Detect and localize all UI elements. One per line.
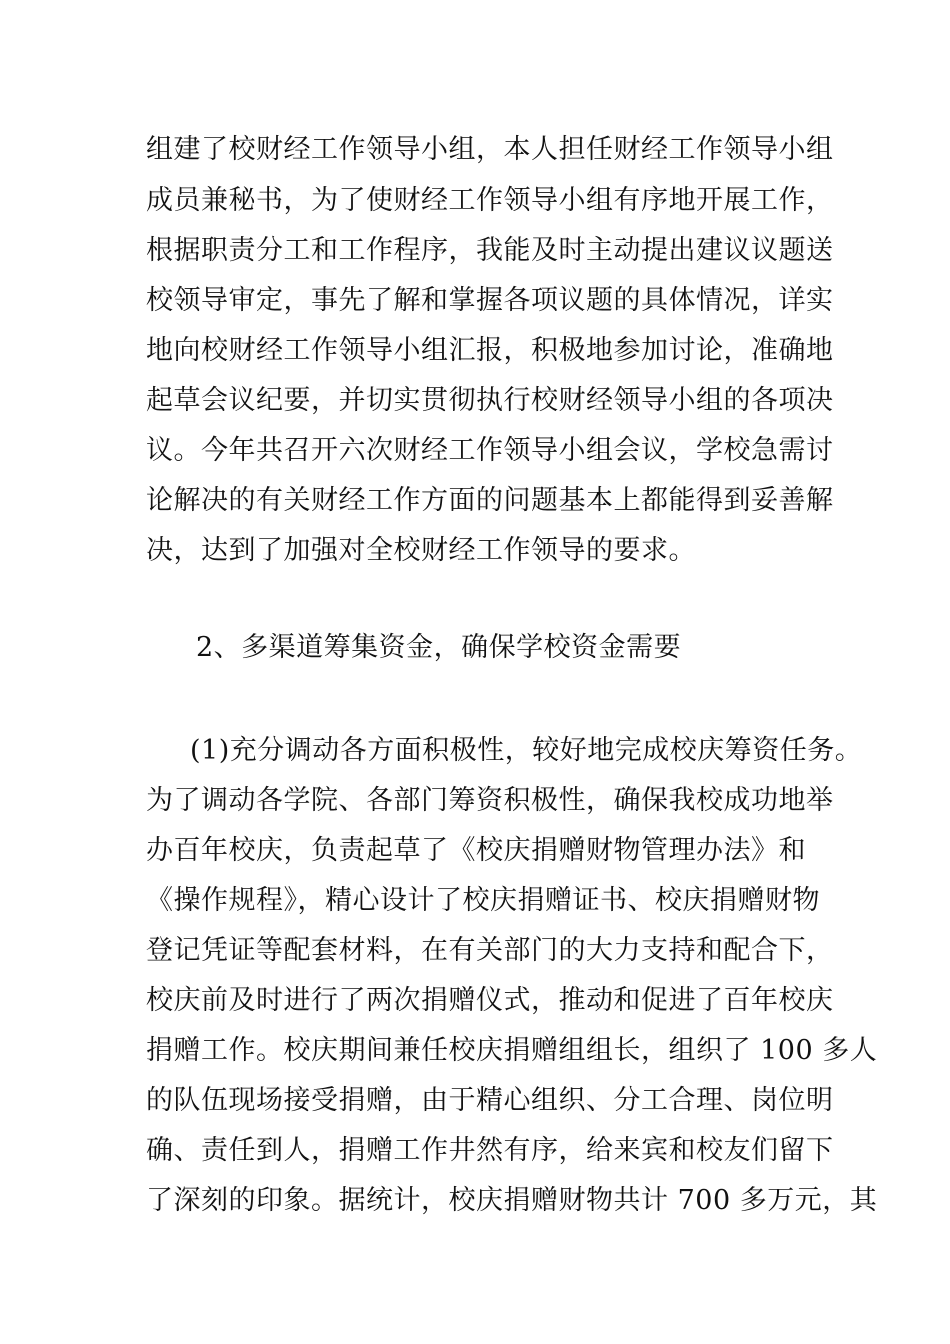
paragraph-1-line: 根据职责分工和工作程序，我能及时主动提出建议议题送 <box>146 235 834 266</box>
paragraph-2-line: 为了调动各学院、各部门筹资积极性，确保我校成功地举 <box>146 785 834 816</box>
paragraph-1-line: 决，达到了加强对全校财经工作领导的要求。 <box>146 535 696 566</box>
paragraph-1-line: 议。今年共召开六次财经工作领导小组会议，学校急需讨 <box>146 435 834 466</box>
section-heading: 2、多渠道筹集资金，确保学校资金需要 <box>196 632 682 663</box>
paragraph-2-line: (1)充分调动各方面积极性，较好地完成校庆筹资任务。 <box>190 735 863 766</box>
paragraph-2-line: 《操作规程》，精心设计了校庆捐赠证书、校庆捐赠财物 <box>146 885 820 916</box>
paragraph-1-line: 论解决的有关财经工作方面的问题基本上都能得到妥善解 <box>146 485 834 516</box>
paragraph-1-line: 地向校财经工作领导小组汇报，积极地参加讨论，准确地 <box>146 335 834 366</box>
paragraph-1-line: 校领导审定，事先了解和掌握各项议题的具体情况，详实 <box>146 285 834 316</box>
paragraph-1-line: 起草会议纪要，并切实贯彻执行校财经领导小组的各项决 <box>146 385 834 416</box>
paragraph-2-line: 校庆前及时进行了两次捐赠仪式，推动和促进了百年校庆 <box>146 985 834 1016</box>
paragraph-1-line: 成员兼秘书，为了使财经工作领导小组有序地开展工作， <box>146 185 834 216</box>
paragraph-2-line: 登记凭证等配套材料，在有关部门的大力支持和配合下， <box>146 935 834 966</box>
paragraph-2-line: 确、责任到人，捐赠工作井然有序，给来宾和校友们留下 <box>146 1135 834 1166</box>
paragraph-2-line: 捐赠工作。校庆期间兼任校庆捐赠组组长，组织了 100 多人 <box>146 1035 878 1066</box>
paragraph-2-line: 了深刻的印象。据统计，校庆捐赠财物共计 700 多万元，其 <box>146 1185 878 1216</box>
paragraph-2-line: 办百年校庆，负责起草了《校庆捐赠财物管理办法》和 <box>146 835 806 866</box>
paragraph-1-line: 组建了校财经工作领导小组，本人担任财经工作领导小组 <box>146 134 834 165</box>
paragraph-2-line: 的队伍现场接受捐赠，由于精心组织、分工合理、岗位明 <box>146 1085 834 1116</box>
